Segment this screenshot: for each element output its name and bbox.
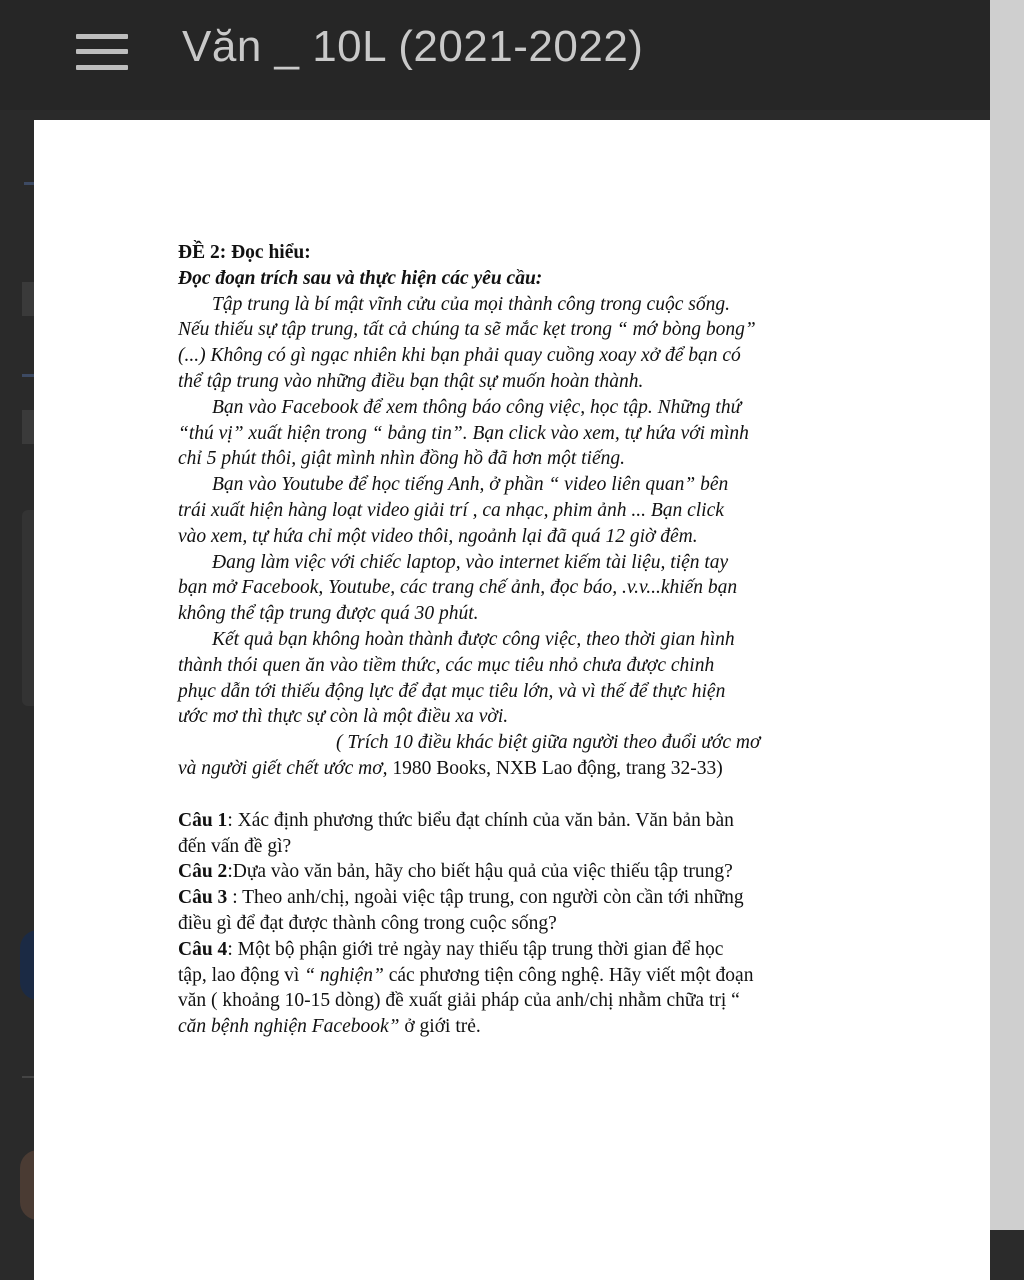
document-instruction: Đọc đoạn trích sau và thực hiện các yêu cầu: [178, 267, 543, 289]
question-4-cont: văn ( khoảng 10-15 dòng) đề xuất giải pháp của anh/chị nhằm chữa trị “ [178, 990, 740, 1012]
document-viewer[interactable] [34, 120, 990, 1280]
question-4-cont: tập, lao động vì “ nghiện” các phương tiện công nghệ. Hãy viết một đoạn [178, 964, 754, 986]
passage-line: trái xuất hiện hàng loạt video giải trí , ca nhạc, phim ảnh ... Bạn click [178, 499, 724, 521]
passage-line: vào xem, tự hứa chỉ một video thôi, ngoảnh lại đã quá 12 giờ đêm. [178, 525, 698, 547]
passage-line: Bạn vào Youtube để học tiếng Anh, ở phần “ video liên quan” bên [212, 474, 729, 496]
passage-line: ước mơ thì thực sự còn là một điều xa vời. [178, 706, 509, 728]
passage-line: không thể tập trung được quá 30 phút. [178, 603, 479, 625]
question-1: Câu 1: Xác định phương thức biểu đạt chính của văn bản. Văn bản bàn [178, 809, 734, 831]
passage-line: Bạn vào Facebook để xem thông báo công việc, học tập. Những thứ [212, 396, 742, 418]
question-4: Câu 4: Một bộ phận giới trẻ ngày nay thiếu tập trung thời gian để học [178, 938, 724, 960]
menu-bar-top [76, 34, 128, 39]
passage-line: Tập trung là bí mật vĩnh cửu của mọi thành công trong cuộc sống. [212, 293, 730, 315]
background-text-fragment [22, 410, 34, 444]
question-2: Câu 2:Dựa vào văn bản, hãy cho biết hậu quả của việc thiếu tập trung? [178, 861, 733, 883]
question-3: Câu 3 : Theo anh/chị, ngoài việc tập trung, con người còn cần tới những [178, 887, 744, 909]
background-text-fragment [22, 282, 34, 316]
passage-line: thể tập trung vào những điều bạn thật sự muốn hoàn thành. [178, 370, 644, 392]
hamburger-menu-icon[interactable] [76, 32, 130, 72]
question-1-cont: đến vấn đề gì? [178, 835, 292, 857]
passage-line: Đang làm việc với chiếc laptop, vào internet kiếm tài liệu, tiện tay [212, 551, 729, 573]
passage-line: “thú vị” xuất hiện trong “ bảng tin”. Bạn click vào xem, tự hứa với mình [178, 422, 749, 444]
menu-bar-middle [76, 49, 128, 54]
spacer [178, 782, 858, 808]
class-title: Văn _ 10L (2021-2022) [182, 22, 644, 71]
passage-line: chỉ 5 phút thôi, giật mình nhìn đồng hồ đã hơn một tiếng. [178, 448, 625, 470]
source-citation: ( Trích 10 điều khác biệt giữa người theo đuổi ước mơ [336, 732, 761, 754]
passage-line: Kết quả bạn không hoàn thành được công việc, theo thời gian hình [212, 628, 735, 650]
tab-indicator [24, 182, 34, 185]
menu-bar-bottom [76, 65, 128, 70]
passage-line: Nếu thiếu sự tập trung, tất cả chúng ta sẽ mắc kẹt trong “ mớ bòng bong” [178, 319, 756, 341]
source-citation: và người giết chết ước mơ, 1980 Books, NXB Lao động, trang 32-33) [178, 757, 723, 779]
document-page [178, 240, 858, 1040]
document-heading: ĐỀ 2: Đọc hiểu: [178, 242, 311, 263]
question-3-cont: điều gì để đạt được thành công trong cuộc sống? [178, 912, 557, 934]
passage-line: thành thói quen ăn vào tiềm thức, các mục tiêu nhỏ chưa được chinh [178, 654, 715, 676]
passage-line: phục dẫn tới thiếu động lực để đạt mục tiêu lớn, và vì thế để thực hiện [178, 680, 726, 702]
scrollbar[interactable] [990, 0, 1024, 1230]
scrollbar-end [990, 1230, 1024, 1280]
passage-line: (...) Không có gì ngạc nhiên khi bạn phải quay cuồng xoay xở để bạn có [178, 345, 741, 367]
passage-line: bạn mở Facebook, Youtube, các trang chế ảnh, đọc báo, .v.v...khiến bạn [178, 577, 738, 599]
question-4-cont: căn bệnh nghiện Facebook” ở giới trẻ. [178, 1016, 481, 1038]
app-bar [0, 0, 990, 110]
